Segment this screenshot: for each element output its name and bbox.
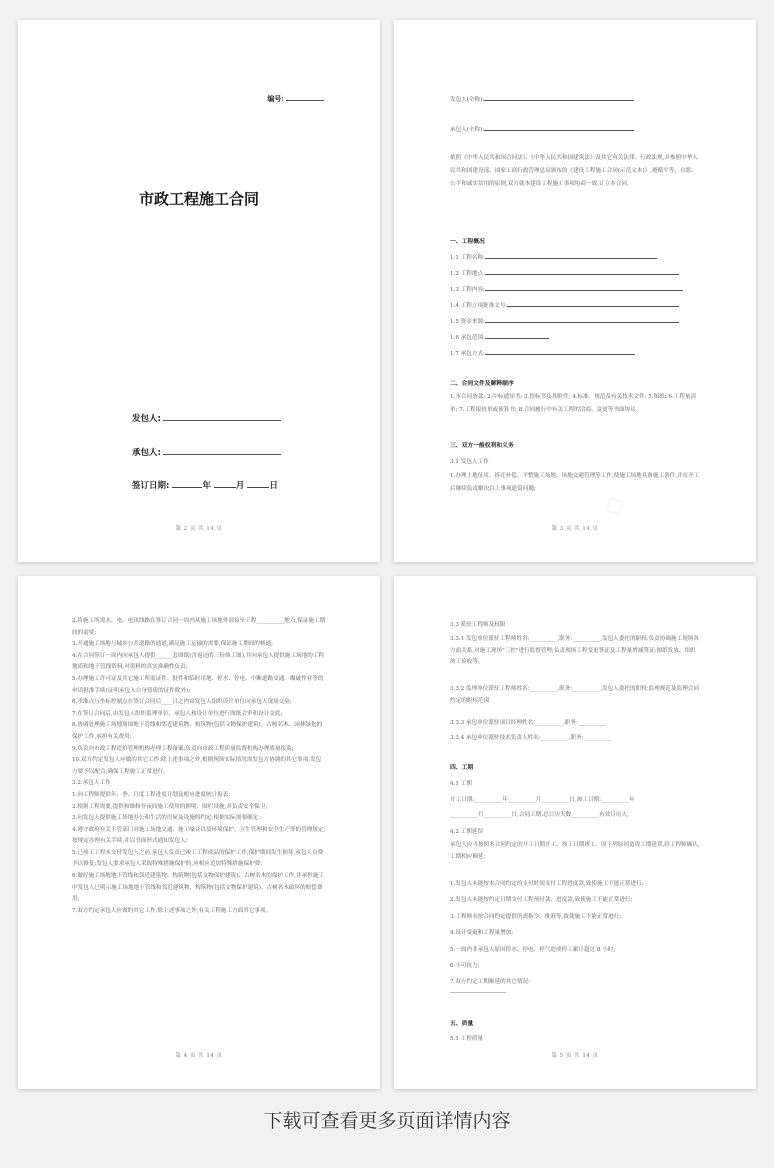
clause-3-3-4: 3.3.4 承包单位派驻技术负责人姓名:__________,职务:__________: [450, 735, 612, 741]
item-1-4-blank: [507, 300, 679, 307]
delay-item: 5.一周内非承包人原因停水、停电、停气造成停工累计超过 8 小时;: [450, 946, 616, 953]
signing-date-field: [132, 479, 278, 491]
page-3-body: [72, 616, 326, 917]
item-1-2-blank: [485, 268, 679, 275]
page-number: 第 5 页 共 14 页: [551, 1053, 599, 1059]
contract-period-line: __________月__________日,合同工期:总日历天数__________有效日历天。: [450, 812, 633, 818]
party-b-blank: [163, 446, 281, 455]
party-a-fullname-blank: [484, 94, 634, 101]
contract-page-2: [394, 20, 756, 562]
delay-item: 7.双方约定工期顺延的其它情况:: [450, 979, 530, 986]
paragraph: 6.做好施工场地地下管线和邻近建筑物、构筑物(包括文物保护建筑)、古树名木的保护工作,并承担施工中发包人已明示施工场地地下管线和邻近建筑物、构筑物(包括文物保护建筑)、古树名木破坏的赔偿费用;: [72, 873, 325, 903]
day-label: 日: [269, 481, 278, 491]
party-b-label: 承包人:: [132, 448, 161, 458]
section-4-heading: 四、工期: [450, 765, 474, 771]
party-b-fullname-blank: [484, 124, 634, 131]
item-1-1-label: 1.1 工程名称:: [450, 255, 485, 261]
section-1-heading: 一、工程概况: [450, 239, 485, 245]
delay-item: 3.工程师未按合同约定提供所需指令、批准等,致使施工不能正常进行;: [450, 913, 622, 920]
start-date-line: 开工日期:__________年__________月__________日,竣工日期:__________年: [450, 797, 635, 803]
section-5-heading: 五、质量: [450, 1021, 474, 1027]
item-1-5-label: 1.5 资金来源:: [450, 319, 485, 325]
item-1-3-blank: [485, 284, 683, 291]
contract-cover-page: [18, 20, 380, 562]
page-number: 第 4 页 共 14 页: [175, 1053, 223, 1059]
party-a-field: [132, 412, 281, 424]
item-1-6-blank: [485, 332, 549, 339]
contract-number: [267, 94, 324, 104]
section-3-text: 1.办理土地征用、拆迁补偿、平整施工场地、场地交通管理等工作,使施工场地具备施工条件,并在开工后继续负责解决以上事项遗留问题;: [450, 473, 700, 493]
delay-item: 6.不可抗力;: [450, 963, 480, 970]
page-number: 第 2 页 共 14 页: [175, 526, 223, 532]
item-1-3: [450, 284, 683, 293]
party-a-label: 发包人:: [132, 414, 161, 424]
paragraph: 2.将施工所需水、电、电讯线路在签订合同一周内从施工场地外部接至工程__________地点,保证施工期间的需要;: [72, 618, 326, 636]
contract-title: 市政工程施工合同: [138, 190, 259, 208]
delay-items: [450, 876, 700, 991]
party-b-fullname-label: 承包人(全称):: [450, 127, 485, 133]
section-3-heading: 三、双方一般权利和义务: [450, 443, 514, 449]
item-1-7-label: 1.7 承包方式:: [450, 351, 485, 357]
intro-paragraph: 依照《中华人民共和国合同法》、《中华人民共和国建筑法》及其它有关法律、行政法规,并参照中华人民共和国建设部、国家工商行政管理总局颁布的《建设工程施工合同(示范文本)》,遵循平等、自愿、公平和诚实信用的原则,双方就本建设工程施工事项协商一致,订立本合同。: [450, 155, 698, 188]
item-1-4: [450, 300, 679, 309]
party-a-fullname: [450, 94, 634, 103]
party-b-fullname: [450, 124, 634, 133]
paragraph: 3.向发包人提供施工场地办公和生活的房屋及设施的约定:根据实际需要确定 ;: [72, 815, 262, 822]
item-1-1: [450, 252, 657, 261]
download-hint: 下载可查看更多页面详情内容: [263, 1110, 511, 1132]
item-1-2-label: 1.2 工程地点:: [450, 271, 485, 277]
clause-3-3-2: 3.3.2 监理单位派驻工程师姓名:__________,职务:__________,发包人委托的职权:监理规范及监理合同约定的职权范围: [450, 686, 699, 704]
delay-item: 4.设计变更和工程量增加;: [450, 930, 514, 937]
paragraph: 2.根据工程需要,提供和维修非夜间施工使用的照明、围栏设施,并负责安全保卫;: [72, 803, 268, 810]
year-label: 年: [202, 481, 211, 491]
clause-3-3-1: 3.3.1 发包单位派驻工程师姓名:__________,职务:__________,发包人委托的职权:负责协调施工现场各方面关系,对施工现场"三控"进行监督管理;负责现场工程变更签证及工程量增减签证;图纸发放、组织竣工验收等。: [450, 636, 699, 666]
item-1-7: [450, 348, 635, 357]
subsection-heading: 3.2 承包人工作: [72, 780, 111, 787]
delay-item: 2.发包人未能按约定日期支付工程预付款、进度款,致使施工不能正常进行;: [450, 897, 633, 904]
subsection-4-2: 4.2 工期延误: [450, 829, 484, 835]
delay-text: 承包人应当按照本合同约定的开工日期开工、竣工日期竣工。因下列原因造成工期延误,经工程师确认,工期相应顺延:: [450, 842, 700, 860]
month-blank: [214, 479, 236, 488]
subsection-3-3: 3.3 派驻工程师及权限: [450, 622, 506, 628]
paragraph: 9.负责向市政工程造价管理机构办理工程备案;负责向市政工程质量监督机构办理质量报监;: [72, 745, 294, 752]
year-blank: [172, 479, 202, 488]
item-1-3-label: 1.3 工程内容:: [450, 287, 485, 293]
day-blank: [247, 479, 269, 488]
section-2-heading: 二、合同文件及解释顺序: [450, 381, 514, 387]
paragraph: 1.向工程师提供年、季、月度工程进度计划及相应进度统计报表;: [72, 791, 231, 798]
section-2-text: 1.本合同条款; 2.中标通知书; 3.投标书及其附件; 4.标准、规范及有关技术文件; 5.图纸; 6.工程量清单; 7.工程报价单或预算书; 8.合同履行中有关工程的洽商、变更等书面协议。: [450, 394, 697, 414]
party-a-fullname-label: 发包人(全称):: [450, 97, 485, 103]
paragraph: 10.双方约定发包人应做的其它工作:除上述事项之外,根据现场实际情况需发包方协调的其它事项,发包方要予以配合,确保工程施工正常进行。: [72, 757, 322, 775]
item-1-5-blank: [485, 316, 679, 323]
item-1-1-blank: [485, 252, 657, 259]
paragraph: 5.办理施工许可证及其它施工所需证件、批件和临时用地、停水、停电、中断道路交通、爆破作业等的申请批准手续(证明承包人自身资质的证件除外);: [72, 675, 324, 694]
paragraph: 5.已竣工工程未交付发包人之前,承包人负责已竣工工程成品的保护工作,保护期间发生损坏,承包人自费予以修复;发包人要求承包人采取特殊措施保护的,应相应追加特殊措施保护费;: [72, 849, 324, 868]
item-1-5: [450, 316, 679, 325]
month-label: 月: [235, 481, 245, 491]
signing-date-label: 签订日期:: [132, 481, 170, 491]
subsection-3-1: 3.1 发包人工作: [450, 459, 489, 465]
paragraph: 7.双方约定承包人应做的其它工作:除上述事项之外,有关工程施工方面其它事项。: [72, 907, 272, 914]
item-1-7-blank: [485, 348, 635, 355]
contract-page-3: [18, 576, 380, 1089]
page-number: 第 3 页 共 14 页: [551, 526, 599, 532]
paragraph: 7.在签订合同后,由发包人组织监理单位、承包人和设计单位进行图纸会审和设计交底;: [72, 710, 283, 717]
paragraph: 4.在合同签订一周内向承包人提供______套图纸(含返还的三份竣工图),并向承包人提供施工场地的工程地质和地下管线资料,对资料的真实准确性负责;: [72, 652, 325, 671]
item-1-2: [450, 268, 679, 277]
item-1-6: [450, 332, 549, 341]
subsection-5-1: 5.1 工程质量: [450, 1036, 484, 1042]
paragraph: 8.协调处理施工场地周围地下管线和邻近建筑物、构筑物(包括文物保护建筑)、古树名木、园林绿化的保护工作,承担有关费用;: [72, 722, 323, 740]
contract-number-blank: [286, 94, 324, 101]
party-b-field: [132, 446, 281, 458]
subsection-4-1: 4.1 工期: [450, 781, 472, 787]
delay-item: 1.发包人未能按本合同约定的支付时间支付工程进度款,致使施工不能正常进行;: [450, 881, 644, 887]
clause-3-3-3: 3.3.3 承包单位派驻项目经理姓名:__________,职务:__________: [450, 720, 606, 726]
paragraph: 4.遵守政府有关主管部门对施工场地交通、施工噪音以及环境保护、卫生管理和安全生产等的管理规定,按规定办理有关手续,并以书面形式通知发包人;: [72, 826, 326, 845]
divider: [450, 992, 506, 993]
item-1-6-label: 1.6 承包范围:: [450, 335, 485, 341]
item-1-4-label: 1.4 工程立项批准文号:: [450, 303, 508, 309]
paragraph: 3.开通施工场地与城乡公共道路的通道,满足施工运输的需要,保证施工期间的畅通;: [72, 641, 273, 648]
paragraph: 6.水准点与坐标控制点在签订合同后____日之内由发包人组织设计单位向承包人现场交验;: [72, 699, 292, 706]
contract-number-label: 编号:: [267, 94, 284, 103]
party-a-blank: [163, 412, 281, 421]
contract-page-4: [394, 576, 756, 1089]
